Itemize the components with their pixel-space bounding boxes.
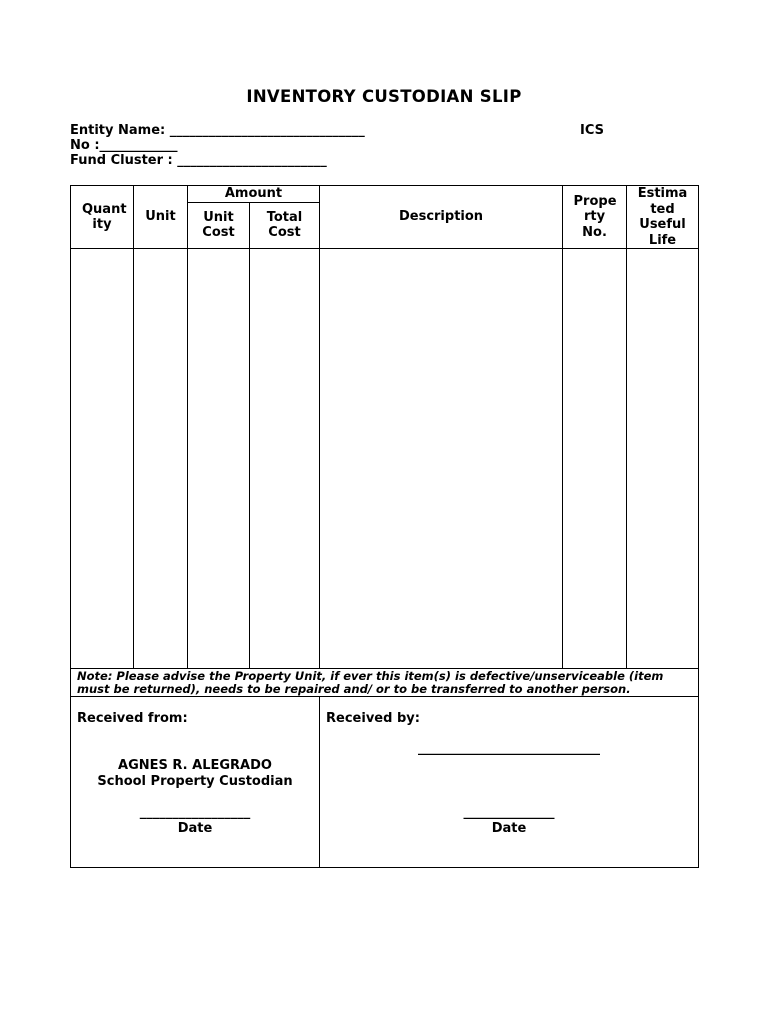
custodian-position: School Property Custodian	[97, 774, 293, 789]
received-by-date-line[interactable]: ______________	[463, 805, 555, 820]
col-header-amount: Amount	[188, 186, 320, 203]
ics-label: ICS	[580, 123, 604, 138]
note-text: Note: Please advise the Property Unit, if ever this item(s) is defective/unserviceable (item must be returned), needs to be repaired and/ or to be transferred to another person.	[71, 669, 699, 697]
inventory-table	[70, 185, 699, 868]
col-header-total-cost: Total Cost	[250, 202, 320, 248]
received-from-date-line[interactable]: _________________	[139, 805, 251, 820]
received-by-section	[320, 697, 699, 868]
cell-description[interactable]	[320, 249, 563, 669]
page-title: INVENTORY CUSTODIAN SLIP	[246, 87, 522, 106]
cell-property-no[interactable]	[563, 249, 627, 669]
cell-unit[interactable]	[134, 249, 188, 669]
received-by-label: Received by:	[326, 711, 420, 726]
cell-quantity[interactable]	[71, 249, 134, 669]
received-from-label: Received from:	[77, 711, 188, 726]
cell-unit-cost[interactable]	[188, 249, 250, 669]
received-by-date-label: Date	[491, 821, 527, 836]
col-header-quantity: Quant ity	[71, 186, 134, 249]
col-header-unit-cost: Unit Cost	[188, 202, 250, 248]
cell-useful-life[interactable]	[627, 249, 699, 669]
cell-total-cost[interactable]	[250, 249, 320, 669]
fund-cluster-field: Fund Cluster : _______________________	[70, 153, 327, 168]
col-header-description: Description	[320, 186, 563, 249]
table-body-row	[71, 249, 699, 669]
received-from-date-label: Date	[177, 821, 213, 836]
col-header-property-no: Prope rty No.	[563, 186, 627, 249]
col-header-useful-life: Estima ted Useful Life	[627, 186, 699, 249]
received-from-section	[71, 697, 320, 868]
col-header-unit: Unit	[134, 186, 188, 249]
custodian-name: AGNES R. ALEGRADO	[118, 758, 272, 773]
received-by-signature-line[interactable]: ____________________________	[418, 741, 601, 756]
entity-name-field: Entity Name: ______________________________	[70, 123, 365, 138]
ics-no-field: No :____________	[70, 138, 178, 153]
